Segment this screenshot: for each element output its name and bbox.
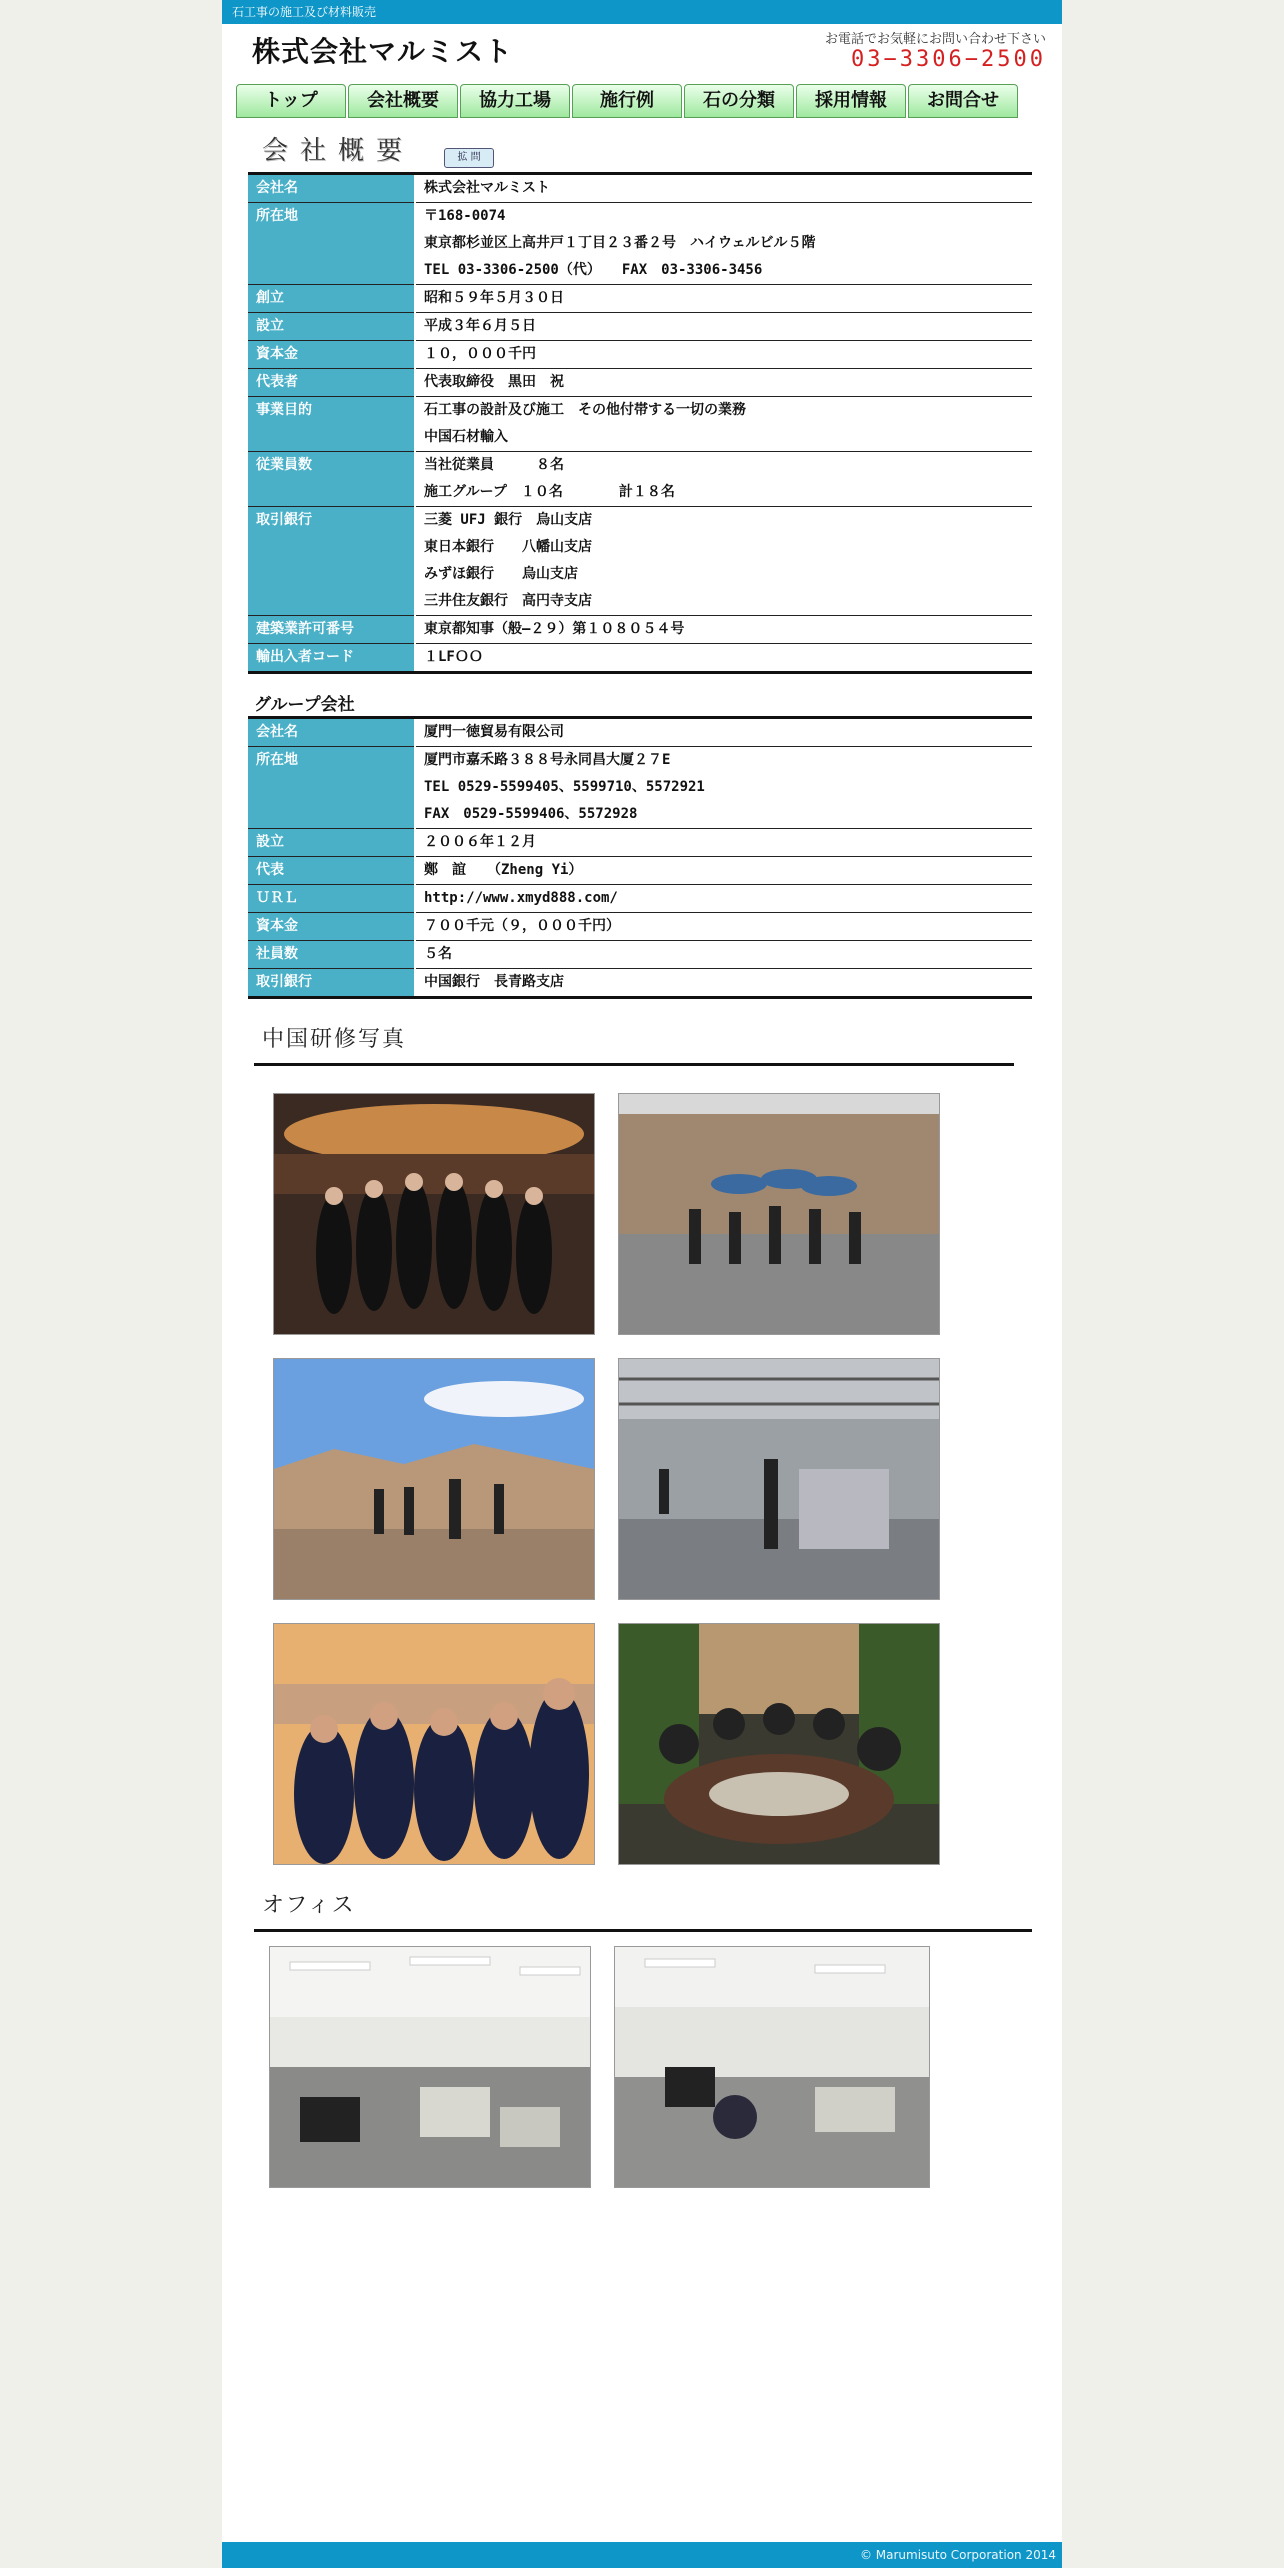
contact-lead: お電話でお気軽にお問い合わせ下さい bbox=[824, 32, 1046, 47]
info-value-line: 三菱 UFJ 銀行 烏山支店 bbox=[424, 512, 593, 528]
office-photo-2 bbox=[614, 1946, 930, 2188]
info-value-line: FAX 0529-5599406、5572928 bbox=[424, 806, 638, 822]
back-button[interactable]: 拡 問 bbox=[444, 148, 494, 168]
info-label: 資本金 bbox=[248, 913, 415, 941]
training-rule bbox=[254, 1063, 1014, 1066]
info-value bbox=[415, 452, 1032, 507]
nav-item-works[interactable]: 施行例 bbox=[572, 84, 682, 118]
info-row bbox=[248, 829, 1032, 857]
info-value-line: ５名 bbox=[424, 946, 452, 962]
info-value-line: ２００６年１２月 bbox=[424, 834, 536, 850]
nav-item-recruit[interactable]: 採用情報 bbox=[796, 84, 906, 118]
info-value bbox=[415, 341, 1032, 369]
main-nav bbox=[236, 84, 1020, 118]
info-value bbox=[415, 969, 1032, 998]
nav-item-top[interactable]: トップ bbox=[236, 84, 346, 118]
top-bar bbox=[222, 0, 1062, 24]
info-row bbox=[248, 397, 1032, 452]
info-value-line: 〒168-0074 bbox=[424, 208, 506, 224]
info-value bbox=[415, 369, 1032, 397]
nav-item-stones[interactable]: 石の分類 bbox=[684, 84, 794, 118]
info-value-line: 代表取締役 黒田 祝 bbox=[424, 374, 564, 390]
info-row bbox=[248, 747, 1032, 829]
info-value-line: 株式会社マルミスト bbox=[424, 180, 550, 196]
training-photo-5 bbox=[273, 1623, 595, 1865]
info-value bbox=[415, 507, 1032, 616]
info-label: 会社名 bbox=[248, 174, 415, 203]
info-value bbox=[415, 913, 1032, 941]
info-row bbox=[248, 203, 1032, 285]
info-value bbox=[415, 174, 1032, 203]
company-overview-table bbox=[248, 172, 1032, 674]
info-label: 事業目的 bbox=[248, 397, 415, 452]
info-value-line: 東日本銀行 八幡山支店 bbox=[424, 539, 592, 555]
training-photo-3 bbox=[273, 1358, 595, 1600]
info-row bbox=[248, 174, 1032, 203]
nav-item-company[interactable]: 会社概要 bbox=[348, 84, 458, 118]
nav-item-contact[interactable]: お問合せ bbox=[908, 84, 1018, 118]
info-row bbox=[248, 452, 1032, 507]
info-value-line: TEL 0529-5599405、5599710、5572921 bbox=[424, 779, 705, 795]
info-value bbox=[415, 718, 1032, 747]
info-label: 社員数 bbox=[248, 941, 415, 969]
info-value-line: 石工事の設計及び施工 その他付帯する一切の業務 bbox=[424, 402, 746, 418]
info-label: 設立 bbox=[248, 829, 415, 857]
info-row bbox=[248, 644, 1032, 673]
info-value-line: 東京都杉並区上高井戸１丁目２３番２号 ハイウェルビル５階 bbox=[424, 235, 816, 251]
info-row bbox=[248, 313, 1032, 341]
info-value-line: 施工グループ １０名 計１８名 bbox=[424, 484, 675, 500]
info-row bbox=[248, 369, 1032, 397]
info-row bbox=[248, 285, 1032, 313]
nav-item-partners[interactable]: 協力工場 bbox=[460, 84, 570, 118]
info-value-line: 平成３年６月５日 bbox=[424, 318, 536, 334]
info-value bbox=[415, 616, 1032, 644]
info-value bbox=[415, 747, 1032, 829]
info-row bbox=[248, 507, 1032, 616]
footer bbox=[222, 2542, 1062, 2568]
office-photo-1 bbox=[269, 1946, 591, 2188]
group-company-table bbox=[248, 716, 1032, 999]
info-label: 取引銀行 bbox=[248, 507, 415, 616]
info-value-line: 当社従業員 ８名 bbox=[424, 457, 564, 473]
info-value-line: 昭和５９年５月３０日 bbox=[424, 290, 564, 306]
info-label: 代表 bbox=[248, 857, 415, 885]
info-value-line: http://www.xmyd888.com/ bbox=[424, 890, 618, 906]
copyright: © Marumisuto Corporation 2014 bbox=[859, 2548, 1056, 2562]
info-value-line: １LFＯＯ bbox=[424, 649, 483, 665]
info-row bbox=[248, 616, 1032, 644]
info-row bbox=[248, 885, 1032, 913]
info-value-line: 中国銀行 長青路支店 bbox=[424, 974, 564, 990]
info-row bbox=[248, 969, 1032, 998]
info-value-line: 中国石材輸入 bbox=[424, 429, 508, 445]
info-label: 創立 bbox=[248, 285, 415, 313]
info-label: 資本金 bbox=[248, 341, 415, 369]
company-logo[interactable]: 株式会社マルミスト bbox=[252, 35, 514, 68]
training-photo-4 bbox=[618, 1358, 940, 1600]
training-photo-1 bbox=[273, 1093, 595, 1335]
info-value bbox=[415, 285, 1032, 313]
info-value bbox=[415, 885, 1032, 913]
info-row bbox=[248, 913, 1032, 941]
info-value bbox=[415, 397, 1032, 452]
info-value bbox=[415, 829, 1032, 857]
info-value bbox=[415, 644, 1032, 673]
info-label: 会社名 bbox=[248, 718, 415, 747]
page bbox=[222, 0, 1062, 2568]
office-title: オフィス bbox=[262, 1893, 356, 1918]
info-row bbox=[248, 718, 1032, 747]
info-value-line: TEL 03-3306-2500（代） FAX 03-3306-3456 bbox=[424, 262, 763, 278]
group-heading: グループ会社 bbox=[254, 695, 355, 715]
info-label: ＵＲＬ bbox=[248, 885, 415, 913]
phone-number: 03−3306−2500 bbox=[851, 47, 1046, 72]
office-rule bbox=[254, 1929, 1032, 1932]
info-row bbox=[248, 941, 1032, 969]
info-row bbox=[248, 341, 1032, 369]
info-label: 建築業許可番号 bbox=[248, 616, 415, 644]
info-label: 従業員数 bbox=[248, 452, 415, 507]
page-title: 会社概要 bbox=[262, 136, 415, 166]
contact-block bbox=[825, 28, 1046, 72]
info-value bbox=[415, 313, 1032, 341]
info-value bbox=[415, 941, 1032, 969]
info-value-line: 東京都知事（般―２９）第１０８０５４号 bbox=[424, 621, 685, 637]
training-photos-title: 中国研修写真 bbox=[262, 1027, 407, 1052]
info-label: 所在地 bbox=[248, 747, 415, 829]
info-value-line: 三井住友銀行 高円寺支店 bbox=[424, 593, 592, 609]
info-value-line: １０，０００千円 bbox=[424, 346, 536, 362]
info-label: 設立 bbox=[248, 313, 415, 341]
info-label: 代表者 bbox=[248, 369, 415, 397]
info-value-line: ７００千元（９，０００千円） bbox=[424, 918, 620, 934]
info-value-line: 厦門市嘉禾路３８８号永同昌大厦２７E bbox=[424, 752, 671, 768]
info-value-line: みずほ銀行 烏山支店 bbox=[424, 566, 578, 582]
training-photo-2 bbox=[618, 1093, 940, 1335]
info-row bbox=[248, 857, 1032, 885]
info-value-line: 厦門一徳貿易有限公司 bbox=[424, 724, 564, 740]
training-photo-6 bbox=[618, 1623, 940, 1865]
info-label: 所在地 bbox=[248, 203, 415, 285]
info-label: 取引銀行 bbox=[248, 969, 415, 998]
info-value bbox=[415, 857, 1032, 885]
info-label: 輸出入者コード bbox=[248, 644, 415, 673]
tagline: 石工事の施工及び材料販売 bbox=[232, 5, 377, 19]
info-value bbox=[415, 203, 1032, 285]
info-value-line: 鄭 誼 （Zheng Yi） bbox=[424, 862, 583, 878]
